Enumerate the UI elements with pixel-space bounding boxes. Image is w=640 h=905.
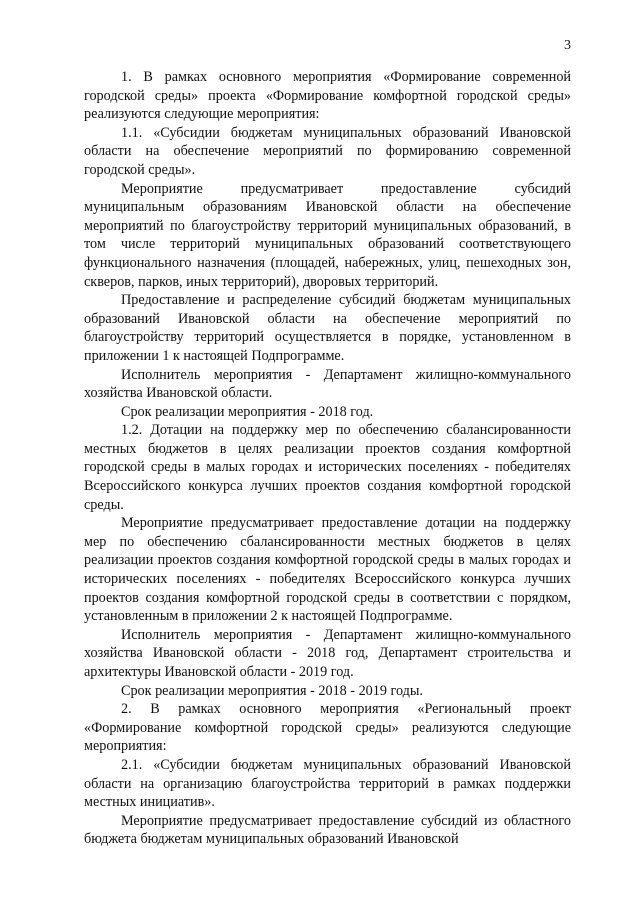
paragraph: Исполнитель мероприятия - Департамент жилищно-коммунального хозяйства Ивановской области - 2018 год, Департамент строительства и архитектуры Ивановской области - 2019 год. <box>84 626 571 680</box>
paragraph: Мероприятие предусматривает предоставление субсидий муниципальным образованиям Ивановской области на обеспечение мероприятий по благоустройству территорий муниципальных образований, в том числе территорий муниципальных образований соответствующего функционального назначения (площадей, набережных, улиц, пешеходных зон, скверов, парков, иных территорий), дворовых территорий. <box>84 180 571 290</box>
paragraph: Предоставление и распределение субсидий бюджетам муниципальных образований Ивановской области на обеспечение мероприятий по благоустройству территорий осуществляется в порядке, установленном в приложении 1 к настоящей Подпрограмме. <box>84 292 571 364</box>
paragraph: 2.1. «Субсидии бюджетам муниципальных образований Ивановской области на организацию благоустройства территорий в рамках поддержки местных инициатив». <box>84 756 571 811</box>
paragraph: 1.1. «Субсидии бюджетам муниципальных образований Ивановской области на обеспечение мероприятий по формированию современной городской среды». <box>84 124 571 178</box>
paragraph: Мероприятие предусматривает предоставление дотации на поддержку мер по обеспечению сбалансированности местных бюджетов в целях реализации проектов создания комфортной городской среды в малых городах и исторических поселениях - победителях Всероссийского конкурса лучших проектов создания комфортной городской среды в соответствии с порядком, установленным в приложении 2 к настоящей Подпрограмме. <box>84 515 571 625</box>
paragraph: Исполнитель мероприятия - Департамент жилищно-коммунального хозяйства Ивановской области. <box>84 366 571 402</box>
paragraph: Срок реализации мероприятия - 2018 год. <box>121 403 374 420</box>
document-body <box>84 68 571 849</box>
paragraph: 2. В рамках основного мероприятия «Региональный проект «Формирование комфортной городской среды» реализуются следующие мероприятия: <box>84 701 571 755</box>
paragraph: Срок реализации мероприятия - 2018 - 2019 годы. <box>121 682 423 699</box>
page-number: 3 <box>564 38 571 53</box>
paragraph: 1.2. Дотации на поддержку мер по обеспечению сбалансированности местных бюджетов в целях реализации проектов создания комфортной городской среды в малых городах и исторических поселениях - победителях Всероссийского конкурса лучших проектов создания комфортной городской среды. <box>84 422 571 513</box>
paragraph: 1. В рамках основного мероприятия «Формирование современной городской среды» проекта «Формирование комфортной городской среды» реализуются следующие мероприятия: <box>84 69 571 123</box>
paragraph: Мероприятие предусматривает предоставление субсидий из областного бюджета бюджетам муниципальных образований Ивановской <box>84 812 571 848</box>
